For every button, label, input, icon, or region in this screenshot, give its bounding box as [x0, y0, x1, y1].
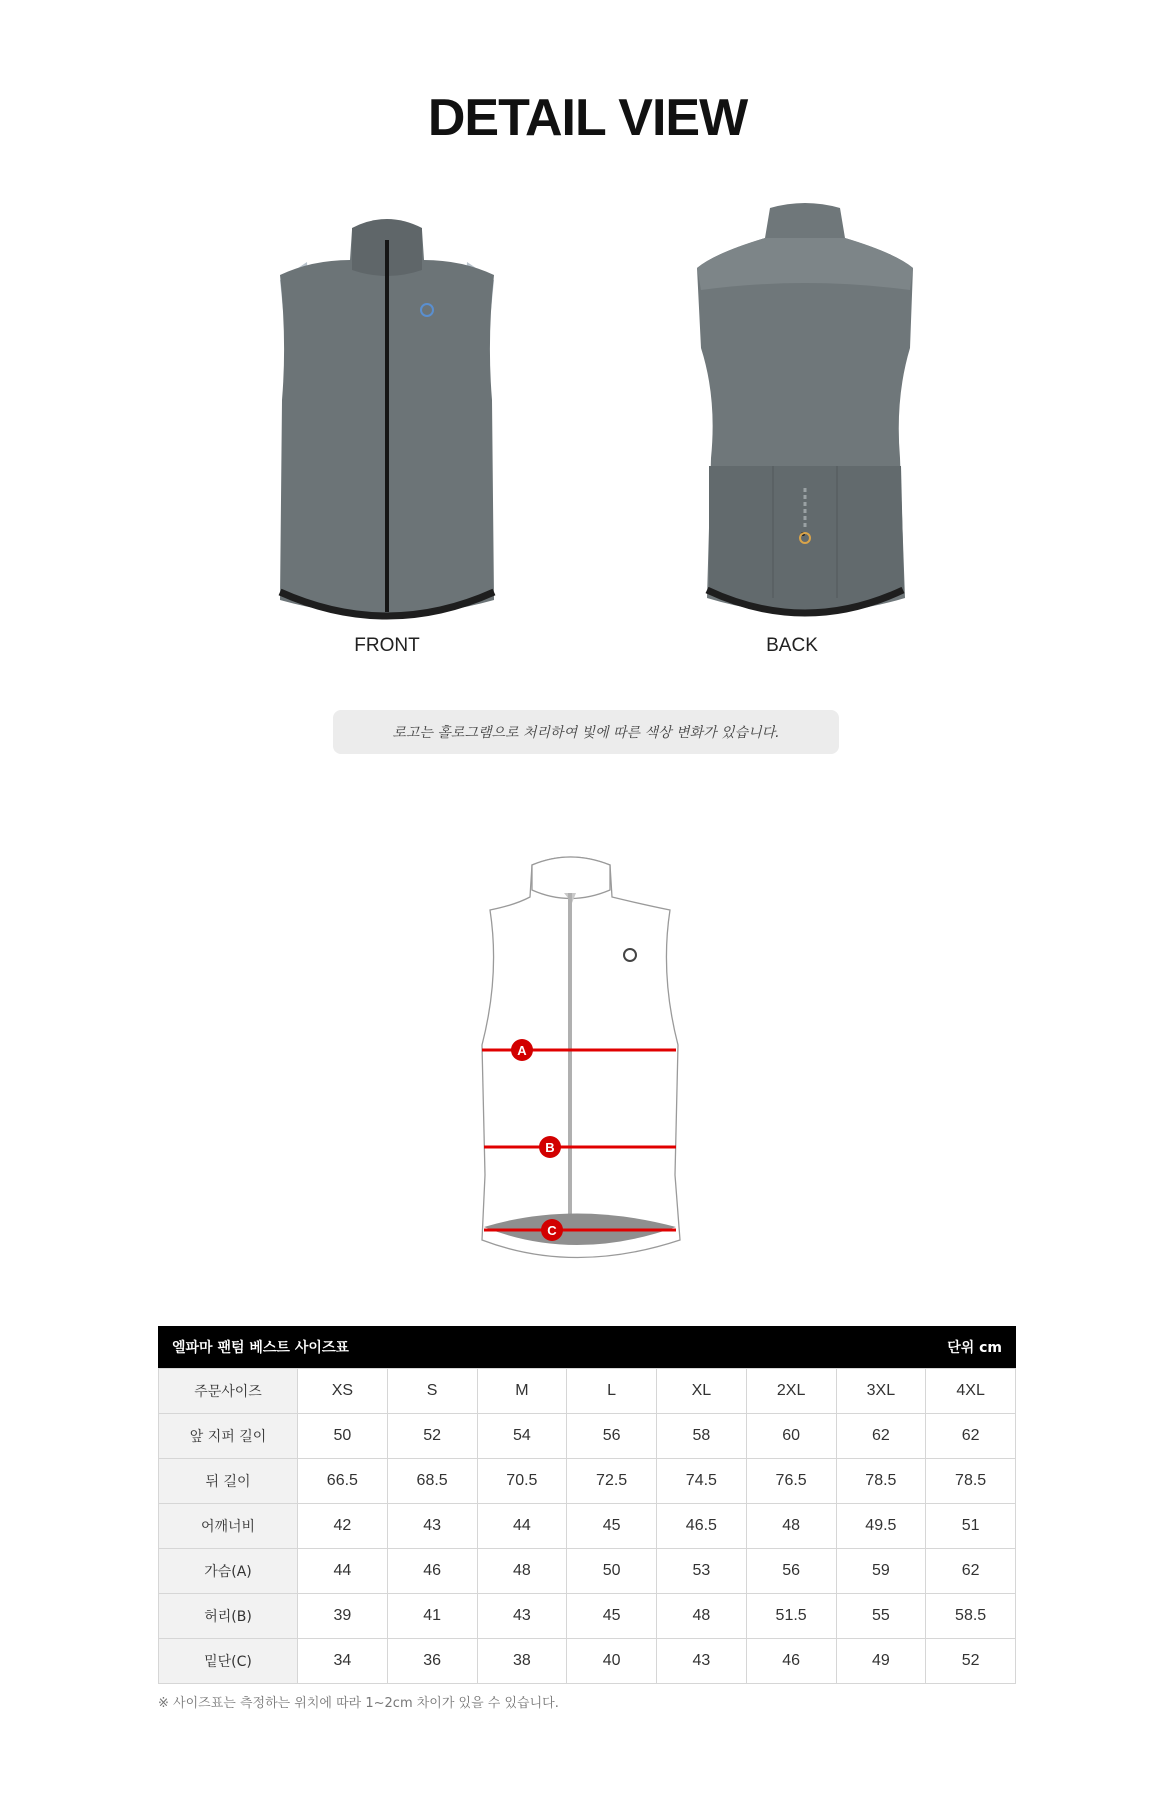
size-col-header: XL: [657, 1369, 747, 1414]
size-col-header: M: [477, 1369, 567, 1414]
size-col-header: S: [387, 1369, 477, 1414]
size-col-header: XS: [298, 1369, 388, 1414]
table-cell: 74.5: [657, 1459, 747, 1504]
marker-a: [511, 1039, 533, 1061]
table-cell: 51.5: [746, 1594, 836, 1639]
table-cell: 43: [387, 1504, 477, 1549]
svg-text:A: A: [517, 1043, 527, 1058]
table-cell: 39: [298, 1594, 388, 1639]
table-cell: 56: [567, 1414, 657, 1459]
marker-b: [539, 1136, 561, 1158]
table-cell: 48: [657, 1594, 747, 1639]
size-table-title: 엘파마 팬텀 베스트 사이즈표: [172, 1340, 349, 1356]
row-label: 뒤 길이: [159, 1459, 298, 1504]
svg-text:C: C: [547, 1223, 557, 1238]
table-row: [159, 1459, 1016, 1504]
table-cell: 54: [477, 1414, 567, 1459]
table-cell: 46: [746, 1639, 836, 1684]
table-cell: 51: [926, 1504, 1016, 1549]
size-col-header: 3XL: [836, 1369, 926, 1414]
table-cell: 46: [387, 1549, 477, 1594]
table-cell: 36: [387, 1639, 477, 1684]
page-title: DETAIL VIEW: [427, 89, 748, 147]
table-cell: 50: [298, 1414, 388, 1459]
table-cell: 55: [836, 1594, 926, 1639]
hologram-note: 로고는 홀로그램으로 처리하여 빛에 따른 색상 변화가 있습니다.: [333, 710, 839, 754]
table-cell: 72.5: [567, 1459, 657, 1504]
table-row: [159, 1504, 1016, 1549]
table-cell: 62: [836, 1414, 926, 1459]
vest-front-image: [262, 200, 512, 620]
size-col-header: L: [567, 1369, 657, 1414]
table-cell: 43: [657, 1639, 747, 1684]
table-cell: 60: [746, 1414, 836, 1459]
size-header-label: 주문사이즈: [159, 1369, 298, 1414]
table-cell: 48: [746, 1504, 836, 1549]
table-row: [159, 1549, 1016, 1594]
table-cell: 43: [477, 1594, 567, 1639]
table-cell: 78.5: [836, 1459, 926, 1504]
row-label: 가슴(A): [159, 1549, 298, 1594]
row-label: 앞 지퍼 길이: [159, 1414, 298, 1459]
table-cell: 38: [477, 1639, 567, 1684]
size-table-header: [158, 1326, 1016, 1368]
table-cell: 66.5: [298, 1459, 388, 1504]
table-cell: 58.5: [926, 1594, 1016, 1639]
size-header-row: [159, 1369, 1016, 1414]
size-table-unit: 단위 cm: [947, 1340, 1002, 1356]
table-cell: 58: [657, 1414, 747, 1459]
size-footnote: ※ 사이즈표는 측정하는 위치에 따라 1~2cm 차이가 있을 수 있습니다.: [158, 1696, 559, 1711]
row-label: 어깨너비: [159, 1504, 298, 1549]
table-cell: 49.5: [836, 1504, 926, 1549]
table-cell: 46.5: [657, 1504, 747, 1549]
table-cell: 62: [926, 1549, 1016, 1594]
svg-text:B: B: [545, 1140, 555, 1155]
table-cell: 34: [298, 1639, 388, 1684]
table-cell: 41: [387, 1594, 477, 1639]
table-cell: 78.5: [926, 1459, 1016, 1504]
size-table: [158, 1326, 1016, 1684]
front-caption: FRONT: [354, 635, 420, 656]
table-cell: 59: [836, 1549, 926, 1594]
table-cell: 50: [567, 1549, 657, 1594]
table-cell: 62: [926, 1414, 1016, 1459]
table-cell: 52: [387, 1414, 477, 1459]
table-cell: 56: [746, 1549, 836, 1594]
table-cell: 48: [477, 1549, 567, 1594]
size-col-header: 4XL: [926, 1369, 1016, 1414]
table-cell: 49: [836, 1639, 926, 1684]
vest-back-image: [685, 198, 925, 618]
table-cell: 40: [567, 1639, 657, 1684]
table-cell: 42: [298, 1504, 388, 1549]
table-row: [159, 1594, 1016, 1639]
table-cell: 44: [477, 1504, 567, 1549]
size-table-grid: [158, 1368, 1016, 1684]
measurement-diagram: [470, 845, 710, 1275]
row-label: 밑단(C): [159, 1639, 298, 1684]
table-cell: 45: [567, 1594, 657, 1639]
table-cell: 68.5: [387, 1459, 477, 1504]
table-cell: 45: [567, 1504, 657, 1549]
table-cell: 76.5: [746, 1459, 836, 1504]
table-cell: 44: [298, 1549, 388, 1594]
table-row: [159, 1639, 1016, 1684]
row-label: 허리(B): [159, 1594, 298, 1639]
table-row: [159, 1414, 1016, 1459]
table-cell: 70.5: [477, 1459, 567, 1504]
table-cell: 53: [657, 1549, 747, 1594]
size-col-header: 2XL: [746, 1369, 836, 1414]
back-caption: BACK: [766, 635, 818, 656]
marker-c: [541, 1219, 563, 1241]
table-cell: 52: [926, 1639, 1016, 1684]
